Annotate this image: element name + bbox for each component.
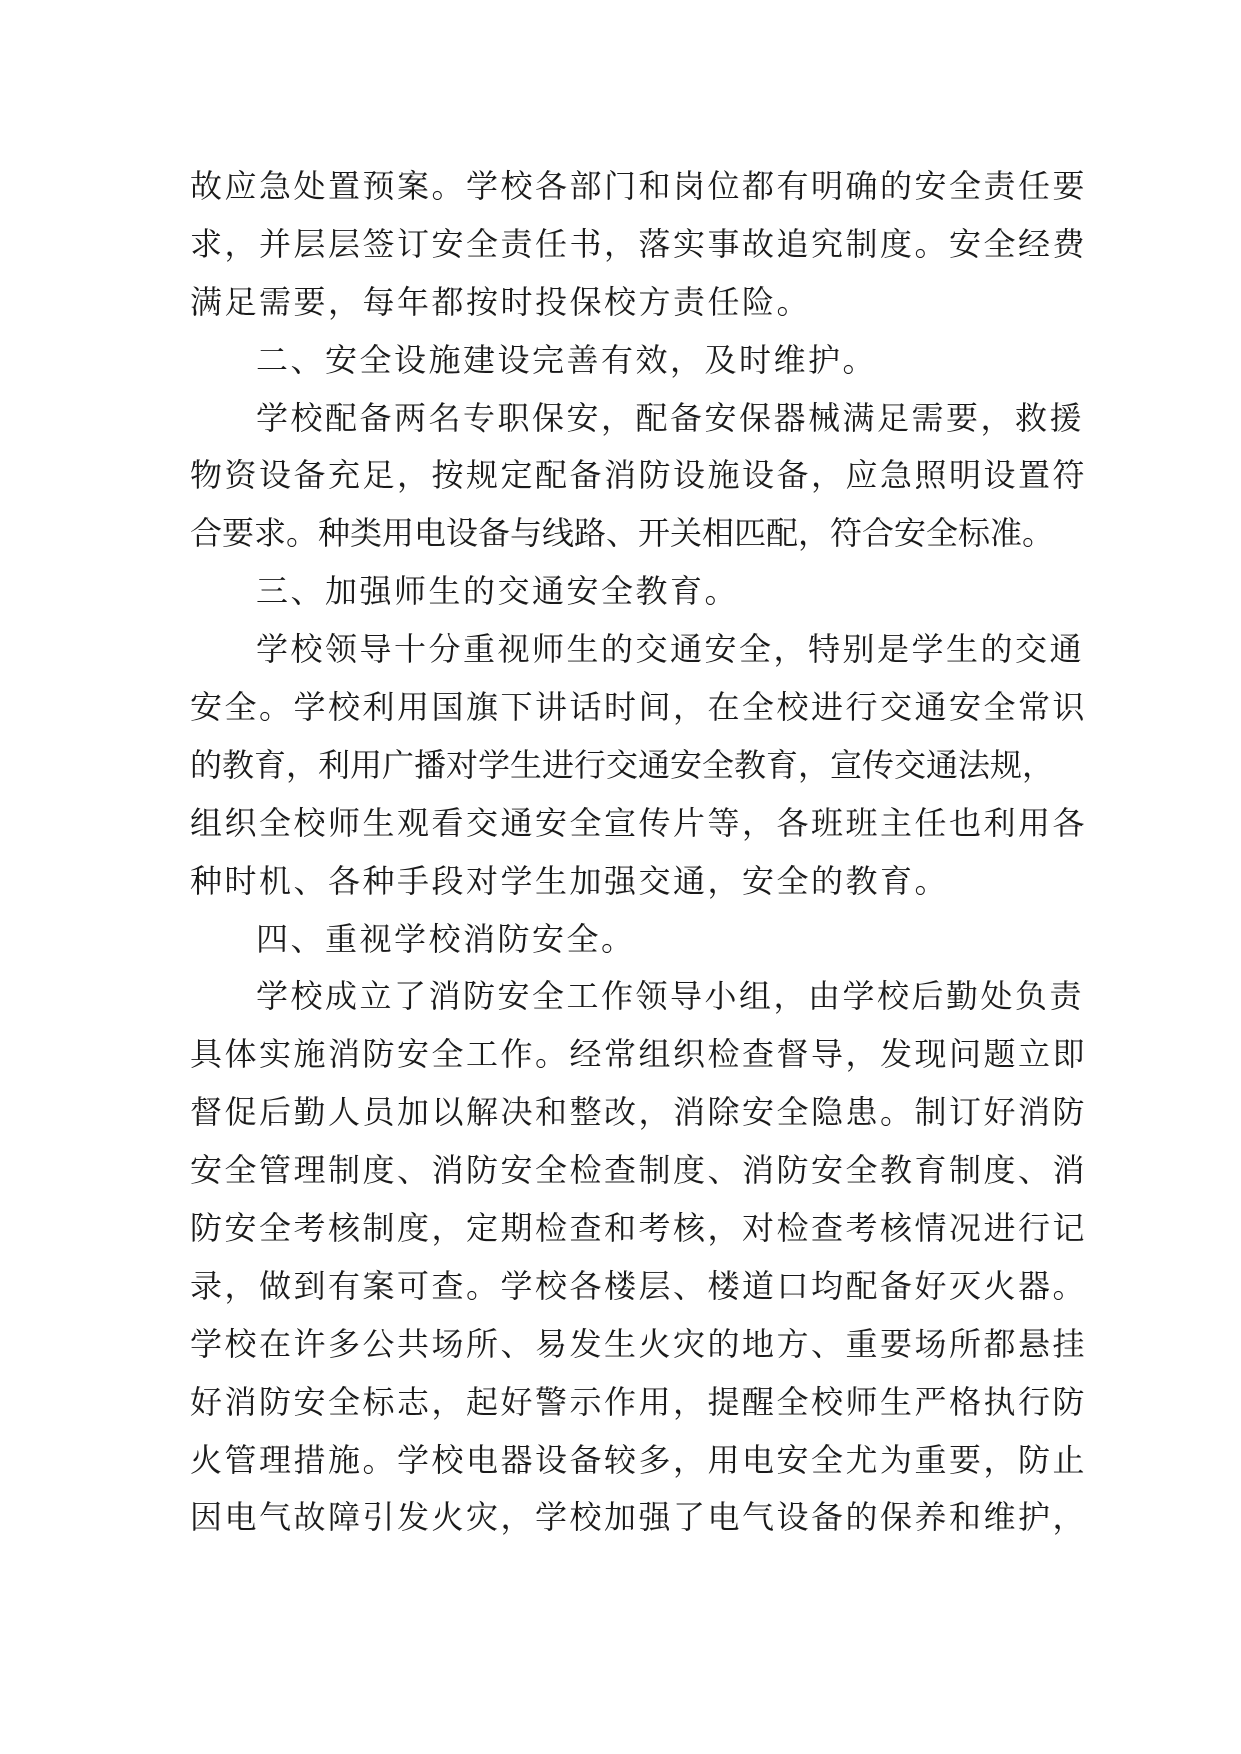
text-line: 防安全考核制度，定期检查和考核，对检查考核情况进行记 [190, 1209, 1088, 1248]
text-line: 物资设备充足，按规定配备消防设施设备，应急照明设置符 [190, 456, 1088, 495]
text-line: 好消防安全标志，起好警示作用，提醒全校师生严格执行防 [190, 1382, 1088, 1421]
text-line: 督促后勤人员加以解决和整改，消除安全隐患。制订好消防 [190, 1093, 1088, 1132]
text-line: 学校成立了消防安全工作领导小组，由学校后勤处负责 [256, 977, 1085, 1016]
text-line: 组织全校师生观看交通安全宣传片等，各班班主任也利用各 [190, 803, 1088, 842]
section-heading: 四、重视学校消防安全。 [256, 919, 636, 958]
text-line: 学校在许多公共场所、易发生火灾的地方、重要场所都悬挂 [190, 1324, 1088, 1363]
text-line: 种时机、各种手段对学生加强交通，安全的教育。 [190, 861, 950, 900]
text-line: 学校配备两名专职保安，配备安保器械满足需要，救援 [256, 398, 1085, 437]
text-line: 求，并层层签订安全责任书，落实事故追究制度。安全经费 [190, 224, 1088, 263]
text-line: 安全。学校利用国旗下讲话时间，在全校进行交通安全常识 [190, 688, 1088, 727]
text-line: 故应急处置预案。学校各部门和岗位都有明确的安全责任要 [190, 167, 1088, 205]
body-text [190, 158, 1088, 1547]
text-line: 因电气故障引发火灾，学校加强了电气设备的保养和维护， [190, 1498, 1088, 1537]
text-line: 合要求。种类用电设备与线路、开关相匹配，符合安全标准。 [190, 514, 1055, 553]
text-line: 火管理措施。学校电器设备较多，用电安全尤为重要，防止 [190, 1440, 1088, 1479]
text-line: 学校领导十分重视师生的交通安全，特别是学生的交通 [256, 630, 1085, 669]
text-line: 的教育，利用广播对学生进行交通安全教育，宣传交通法规， [190, 745, 1055, 784]
section-heading: 二、安全设施建设完善有效，及时维护。 [256, 340, 878, 379]
section-heading: 三、加强师生的交通安全教育。 [256, 572, 740, 611]
text-line: 安全管理制度、消防安全检查制度、消防安全教育制度、消 [190, 1151, 1088, 1190]
text-line: 具体实施消防安全工作。经常组织检查督导，发现问题立即 [190, 1035, 1088, 1074]
text-line: 录，做到有案可查。学校各楼层、楼道口均配备好灭火器。 [190, 1266, 1088, 1305]
text-line: 满足需要，每年都按时投保校方责任险。 [190, 282, 812, 321]
